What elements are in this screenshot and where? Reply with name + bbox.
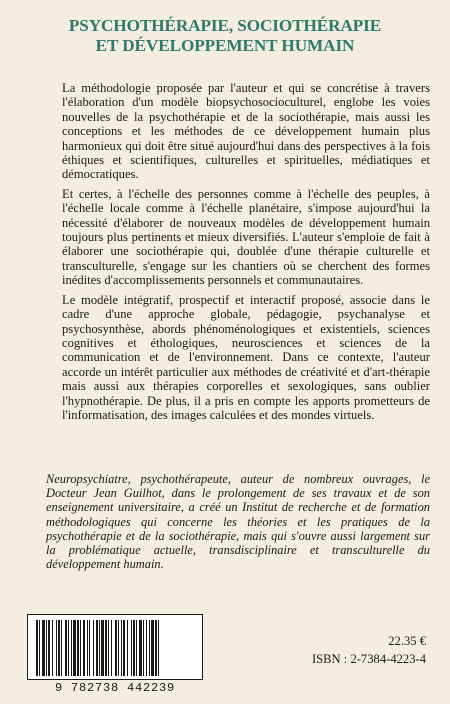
barcode (27, 614, 203, 696)
title-line-2: ET DÉVELOPPEMENT HUMAIN (95, 36, 355, 55)
title-line-1: PSYCHOTHÉRAPIE, SOCIOTHÉRAPIE (68, 16, 382, 35)
barcode-frame (27, 614, 203, 680)
barcode-bar (143, 620, 144, 676)
barcode-bar (127, 620, 128, 676)
barcode-bar (108, 620, 109, 676)
barcode-bar (105, 620, 107, 676)
barcode-bar (155, 620, 157, 676)
barcode-bar (121, 620, 122, 676)
barcode-bar (36, 620, 38, 676)
barcode-bar (52, 620, 53, 676)
barcode-bar (149, 620, 150, 676)
barcode-bar (158, 620, 159, 676)
description-paragraph-2: Et certes, à l'échelle des personnes comme à l'échelle des peuples, à l'échelle locale comme à l'échelle planétaire, s'impose aujourd'hui la nécessité d'élaborer de nouveaux modèles de développement humain toujours plus pertinents et mieux diversifiés. L'auteur s'emploie de fait à élaborer une sociothérapie qui, doublée d'une thérapie culturelle et transculturelle, s'engage sur les chantiers où se cherchent des formes inédites d'accomplissements personnels et communautaires. (62, 186, 430, 288)
barcode-bar (96, 620, 98, 676)
barcode-bar (56, 620, 57, 676)
barcode-bar (61, 620, 62, 676)
barcode-bar (131, 620, 132, 676)
barcode-bar (39, 620, 40, 676)
barcode-digits: 9 782738 442239 (54, 681, 176, 695)
barcode-bar (73, 620, 76, 676)
back-cover-title (20, 16, 430, 56)
barcode-bars (34, 620, 198, 676)
barcode-bar (101, 620, 104, 676)
barcode-bar (146, 620, 147, 676)
barcode-bar (118, 620, 119, 676)
barcode-bar (87, 620, 88, 676)
barcode-bar (151, 620, 154, 676)
barcode-bar (77, 620, 79, 676)
barcode-bar (99, 620, 100, 676)
barcode-bar (139, 620, 142, 676)
barcode-bar (68, 620, 69, 676)
isbn: ISBN : 2-7384-4223-4 (311, 652, 426, 666)
author-bio: Neuropsychiatre, psychothérapeute, auteur de nombreux ouvrages, le Docteur Jean Guilhot, dans le prolongement de ses travaux et de son enseignement universitaire, a créé un Institut de recherche et de formation méthodologiques qui concerne les théories et les pratiques de la psychothérapie et de la sociothérapie, mais qui s'ouvre aussi largement sur la problématique actuelle, transdisciplinaire et transculturelle du développement humain. (46, 472, 430, 572)
barcode-bar (65, 620, 67, 676)
barcode-bar (46, 620, 47, 676)
barcode-bar (133, 620, 135, 676)
barcode-bar (111, 620, 112, 676)
barcode-bar (123, 620, 125, 676)
barcode-bar (58, 620, 60, 676)
barcode-bar (71, 620, 72, 676)
barcode-bar (93, 620, 94, 676)
price: 22.35 € (388, 634, 426, 648)
barcode-bar (48, 620, 50, 676)
barcode-bar (136, 620, 137, 676)
description (62, 81, 430, 427)
barcode-bar (115, 620, 117, 676)
description-paragraph-3: Le modèle intégratif, prospectif et interactif proposé, associe dans le cadre d'une approche globale, pédagogie, psychanalyse et psychosynthèse, abords phénoménologiques et existentiels, sciences cognitives et éthologiques, neurosciences et sciences de la communication et de l'environnement. Dans ce contexte, l'auteur accorde un intérêt particulier aux méthodes de créativité et d'art-thérapie mais aussi aux thérapies corporelles et sexologiques, sans oublier l'hypnothérapie. De plus, il a pris en compte les apports prometteurs de l'informatisation, des images calculées et des mondes virtuels. (62, 292, 430, 422)
barcode-bar (83, 620, 85, 676)
barcode-bar (89, 620, 90, 676)
barcode-bar (42, 620, 45, 676)
barcode-bar (80, 620, 81, 676)
description-paragraph-1: La méthodologie proposée par l'auteur et qui se concrétise à travers l'élaboration d'un modèle biopsychosocioculturel, englobe les voies nouvelles de la psychothérapie et de la sociothérapie, mais aussi les conceptions et les méthodes de ce développement humain plus harmonieux qui doit être situé aujourd'hui dans des perspectives à la fois éthiques et scientifiques, culturelles et spirituelles, médiatiques et démocratiques. (62, 81, 430, 182)
